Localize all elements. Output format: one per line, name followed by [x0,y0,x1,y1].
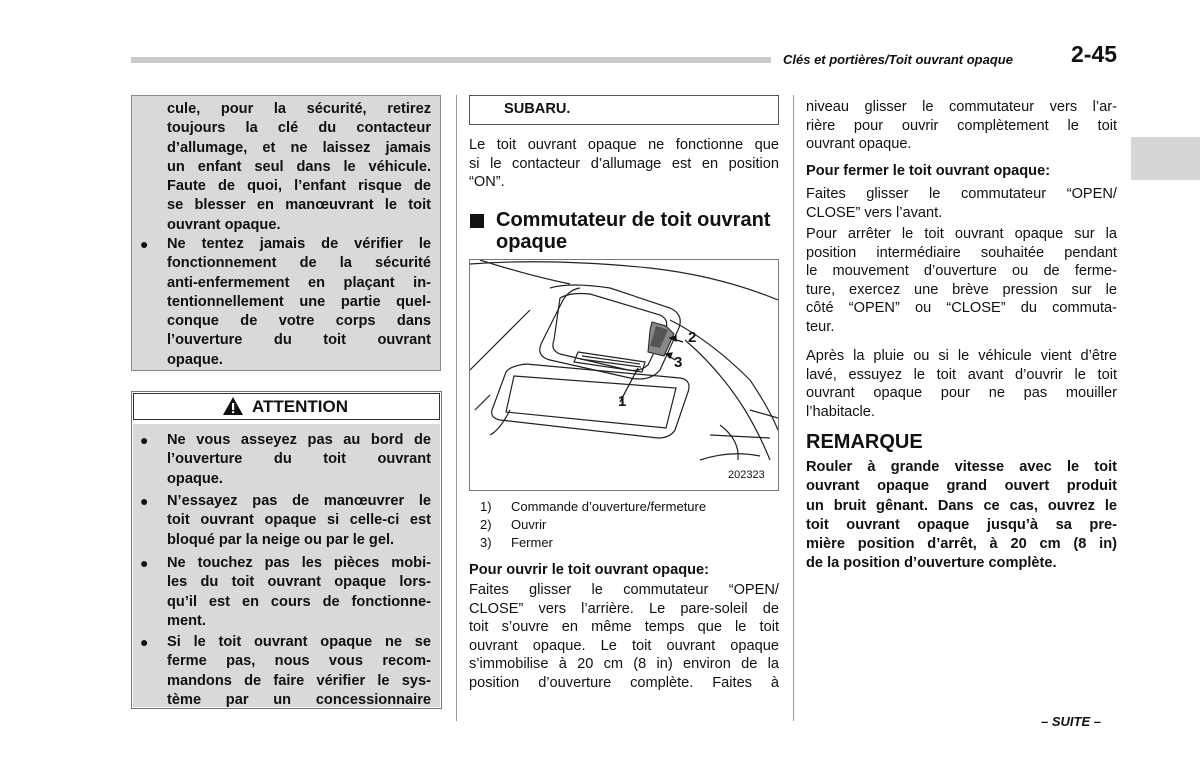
callout-2: 2 [688,329,697,346]
page-number: 2-45 [1071,41,1118,67]
remarque-text: Rouler à grande vitesse avec le toit ouvrant opaque grand ouvert produit un bruit gênant. Dans ce cas, ouvrez le toit ouvrant opaque jusqu’à sa pre- mière position d’arrêt, à 20 cm (8 in) de la position d’ouverture complète. [806,459,1117,572]
bullet-icon: ● [140,432,149,448]
close-instructions: Faites glisser le commutateur “OPEN/ CLOSE” vers l’avant. [806,186,1117,221]
open-continuation: niveau glisser le commutateur vers l’ar- rière pour ouvrir complètement le toit ouvrant opaque. [806,99,1117,153]
caption-list [480,498,707,552]
chapter-tab [1131,137,1200,180]
attention-title: ATTENTION [252,397,349,416]
open-heading: Pour ouvrir le toit ouvrant opaque: [469,562,709,578]
bullet-icon: ● [140,555,149,571]
figure-code: 202323 [728,469,765,481]
bullet-icon: ● [140,236,149,252]
stop-instructions: Pour arrêter le toit ouvrant opaque sur la position intermédiaire souhaitée pendant le mouvement d’ouverture ou de ferme- ture, exercez une brève pression sur le côté “OPEN” ou “CLOSE” du commuta- teur. [806,226,1117,335]
attention-item-1: Ne vous asseyez pas au bord de l’ouverture du toit ouvrant opaque. [167,432,431,487]
warning-triangle-icon [222,396,244,416]
attention-item-4: Si le toit ouvrant opaque ne se ferme pas, nous vous recom- mandons de faire vérifier le sys- tème par un concessionnaire [167,634,431,708]
attention-header [133,393,440,420]
open-instructions: Faites glisser le commutateur “OPEN/ CLOSE” vers l’arrière. Le pare-soleil de toit s’ouvre en même temps que le toit ouvrant opaque. Le toit ouvrant opaque s’immobilise à 20 cm (8 in) environ de la position d’ouverture complète. Faites à [469,582,779,691]
attention-item-3: Ne touchez pas les pièces mobi- les du toit ouvrant opaque lors- qu’il est en cours de fonctionne- ment. [167,555,431,629]
roof-switch-figure [469,259,779,491]
section-title: Commutateur de toit ouvrant opaque [496,209,771,253]
attention-item-2: N’essayez pas de manœuvrer le toit ouvrant opaque si celle-ci est bloqué par la neige ou par le gel. [167,493,431,548]
warning-bullet2: Ne tentez jamais de vérifier le fonctionnement de la sécurité anti-enfermement en plaçant in- tentionnellement une partie quel- conque de votre corps dans l’ouverture du toit ouvrant opaque. [167,236,431,368]
subaru-box [469,95,779,125]
caption-item: 3) Fermer [480,535,553,550]
close-heading: Pour fermer le toit ouvrant opaque: [806,163,1051,179]
callout-1: 1 [618,393,627,410]
column-divider [456,95,457,721]
bullet-icon: ● [140,493,149,509]
header-title: Clés et portières/Toit ouvrant opaque [783,52,1013,67]
callout-3: 3 [674,354,683,371]
ignition-note: Le toit ouvrant opaque ne fonctionne que si le contacteur d’allumage est en position “ON”. [469,137,779,191]
section-square-icon [470,214,484,228]
caption-item: 1) Commande d’ouverture/fermeture [480,499,707,514]
bullet-icon: ● [140,634,149,650]
remarque-title: REMARQUE [806,431,923,453]
warning-para1: cule, pour la sécurité, retirez toujours la clé du contacteur d’allumage, et ne laissez jamais un enfant seul dans le véhicule. Faute de quoi, l’enfant risque de se blesser en manœuvrant le toit ouvrant opaque. [167,101,431,233]
rain-note: Après la pluie ou si le véhicule vient d’être lavé, essuyez le toit avant d’ouvrir le toit ouvrant opaque pour ne pas mouiller l’habitacle. [806,348,1117,420]
column-divider [793,95,794,721]
subaru-text: SUBARU. [504,101,571,117]
caption-item: 2) Ouvrir [480,517,547,532]
roof-console-illustration [470,260,778,490]
header-rule [131,57,771,63]
continued-label: – SUITE – [1041,714,1101,729]
